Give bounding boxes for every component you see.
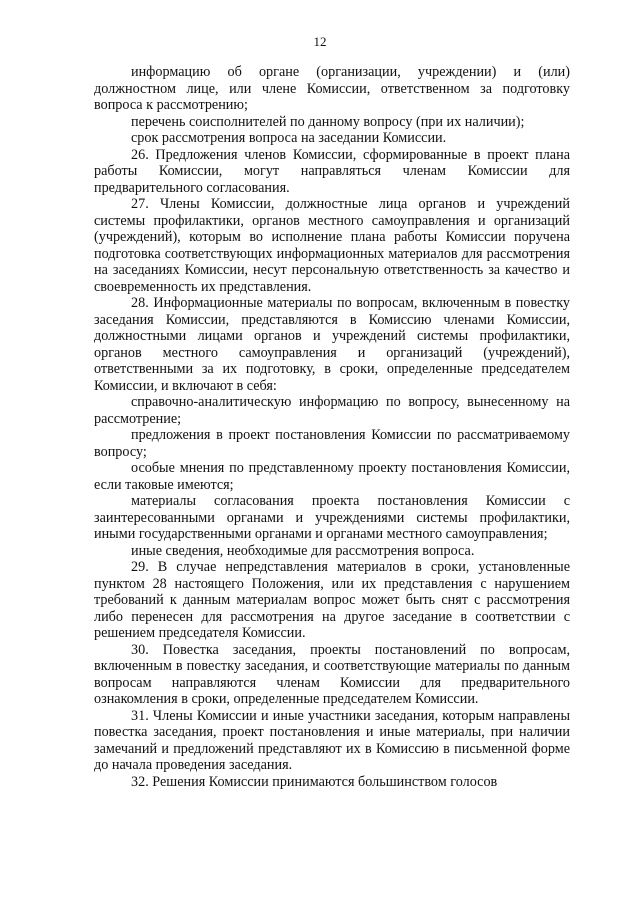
paragraph-other-info: иные сведения, необходимые для рассмотрения вопроса. [131,542,475,559]
paragraph-item-28: 28. Информационные материалы по вопросам, включенным в повестку заседания Комиссии, представляются в Комиссию членами Комиссии, должностными лицами органов и учреждений системы профилактики, органов местного самоуправления и организаций (учреждений), ответственными за их подготовку, в сроки, определенные председателем Комиссии, и включают в себя: [94,295,570,394]
paragraph-item-27: 27. Члены Комиссии, должностные лица органов и учреждений системы профилактики, органов местного самоуправления и организаций (учреждений), которым во исполнение плана работы Комиссии поручена подготовка соответствующих информационных материалов для рассмотрения на заседаниях Комиссии, несут персональную ответственность за качество и своевременность их представления. [94,196,570,295]
page-number: 12 [313,34,327,49]
paragraph-item-30: 30. Повестка заседания, проекты постановлений по вопросам, включенным в повестку заседания, и соответствующие материалы по данным вопросам направляются членам Комиссии для предварительного ознакомления в сроки, определенные председателем Комиссии. [94,641,570,707]
paragraph-item-32: 32. Решения Комиссии принимаются большинством голосов [131,773,498,790]
paragraph-reference-info: справочно-аналитическую информацию по вопросу, вынесенному на рассмотрение; [94,394,570,427]
document-body [94,64,570,790]
paragraph-approval-materials: материалы согласования проекта постановления Комиссии с заинтересованными органами и учреждениями системы профилактики, иными государственными органами и органами местного самоуправления; [94,493,570,542]
paragraph-item-31: 31. Члены Комиссии и иные участники заседания, которым направлены повестка заседания, проект постановления и иные материалы, при наличии замечаний и предложений представляют их в Комиссию в письменной форме до начала проведения заседания. [94,707,570,773]
paragraph-co-executors: перечень соисполнителей по данному вопросу (при их наличии); [131,113,525,130]
paragraph-review-term: срок рассмотрения вопроса на заседании Комиссии. [131,130,447,146]
paragraph-proposals: предложения в проект постановления Комиссии по рассматриваемому вопросу; [94,427,570,460]
paragraph-special-opinions: особые мнения по представленному проекту постановления Комиссии, если таковые имеются; [94,460,570,493]
paragraph-organ-info: информацию об органе (организации, учреждении) и (или) должностном лице, или члене Комиссии, ответственном за подготовку вопроса к рассмотрению; [94,64,570,113]
paragraph-item-29: 29. В случае непредставления материалов в сроки, установленные пунктом 28 настоящего Положения, или их представления с нарушением требований к данным материалам вопрос может быть снят с рассмотрения либо перенесен для рассмотрения на другое заседание в соответствии с решением председателя Комиссии. [94,559,570,641]
paragraph-item-26: 26. Предложения членов Комиссии, сформированные в проект плана работы Комиссии, могут направляться членам Комиссии для предварительного согласования. [94,146,570,196]
